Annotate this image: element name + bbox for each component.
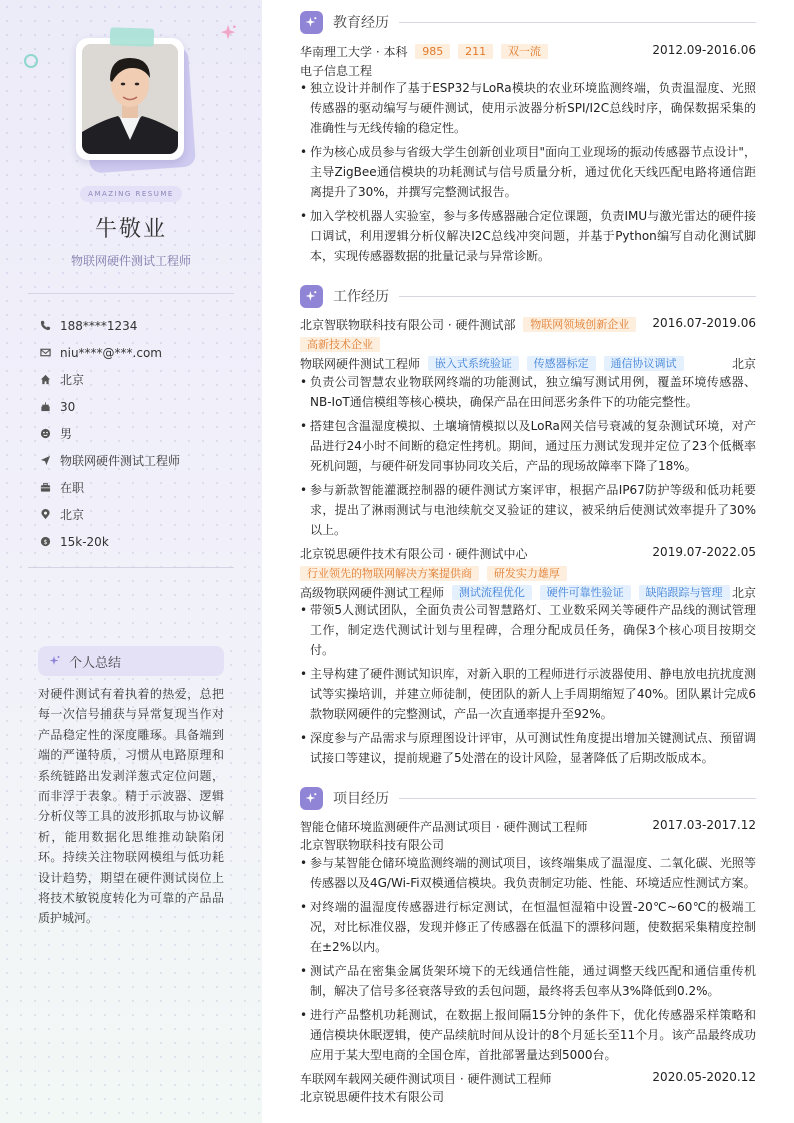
list-item: • 带领5人测试团队，全面负责公司智慧路灯、工业数采网关等硬件产品线的测试管理工作，制定迭代测试计划与里程碑，合理分配成员任务，确保3个核心项目按期交付。	[300, 600, 756, 660]
info-age-text: 30	[60, 399, 76, 414]
job-role: 物联网硬件测试工程师	[300, 357, 421, 371]
divider	[28, 293, 234, 294]
job-company: 北京锐思硬件技术有限公司 · 硬件测试中心	[300, 547, 528, 561]
info-location	[40, 501, 240, 528]
list-item: • 作为核心成员参与省级大学生创新创业项目"面向工业现场的振动传感器节点设计"，主导ZigBee通信模块的功耗测试与信号质量分析，通过优化天线匹配电路将通信距离提升了30%，并撰写完整测试报告。	[300, 142, 756, 202]
company-tag: 物联网领域创新企业	[523, 317, 636, 332]
list-item: • 进行产品整机功耗测试，在数据上报间隔15分钟的条件下，优化传感器采样策略和通信模块休眠逻辑，使产品续航时间从设计的8个月延长至11个月。该产品最终成功应用于某大型电商的全国仓库，首批部署量达到5000台。	[300, 1005, 756, 1065]
list-item: • 深度参与产品需求与原理图设计评审，从可测试性角度提出增加关键测试点、预留调试接口等建议，提前规避了5处潜在的设计风险，显著降低了后期改版成本。	[300, 728, 756, 768]
decorative-ring-icon	[24, 54, 38, 68]
job-bullets	[300, 372, 756, 540]
info-email-text: niu****@***.com	[60, 345, 162, 360]
job-company-row	[300, 545, 756, 562]
education-header	[300, 10, 756, 34]
list-item: • 参与新款智能灌溉控制器的硬件测试方案评审，根据产品IP67防护等级和低功耗要求，提出了淋雨测试与电池续航交叉验证的建议，被采纳后使测试效率提升了30%以上。	[300, 480, 756, 540]
home-icon	[40, 374, 51, 385]
company-tag: 高新技术企业	[300, 337, 380, 352]
section-icon	[300, 787, 323, 810]
section-divider	[399, 22, 756, 23]
job-date: 2019.07-2022.05	[652, 545, 756, 559]
education-bullets	[300, 78, 756, 266]
phone-icon	[40, 320, 51, 331]
contact-info	[40, 312, 240, 555]
school-tag: 985	[415, 44, 450, 59]
job-city: 北京	[731, 586, 756, 600]
info-email	[40, 339, 240, 366]
sparkle-icon	[220, 24, 238, 42]
role-tag: 嵌入式系统验证	[428, 356, 519, 371]
list-item: • 搭建包含温湿度模拟、土壤墒情模拟以及LoRa网关信号衰减的复杂测试环境，对产品进行24小时不间断的稳定性拷机。期间，通过压力测试发现并定位了23个低概率死机问题，与硬件研发同事协同攻关后，产品的现场故障率下降了18%。	[300, 416, 756, 476]
work-header	[300, 284, 756, 308]
work-title: 工作经历	[333, 289, 389, 305]
job-company-tag-row	[296, 566, 752, 581]
svg-text:$: $	[43, 537, 48, 546]
project-row	[300, 1070, 756, 1087]
list-item: • 加入学校机器人实验室，参与多传感器融合定位课题，负责IMU与激光雷达的硬件接口调试，利用逻辑分析仪解决I2C总线冲突问题，并基于Python编写自动化测试脚本，实现传感器数据的批量记录与异常诊断。	[300, 206, 756, 266]
role-tag: 缺陷跟踪与管理	[639, 585, 730, 600]
job-date: 2016.07-2019.06	[652, 316, 756, 330]
profile-photo	[82, 44, 178, 154]
summary-header	[38, 646, 224, 676]
education-school-row	[300, 43, 756, 60]
list-item: • 负责公司智慧农业物联网终端的功能测试，独立编写测试用例，覆盖环境传感器、NB-IoT通信模组等核心模块，确保产品在田间恶劣条件下的功能完整性。	[300, 372, 756, 412]
info-salary-text: 15k-20k	[60, 534, 109, 549]
divider	[28, 567, 234, 568]
projects-title: 项目经历	[333, 791, 389, 807]
role-tag: 传感器标定	[527, 356, 596, 371]
info-phone	[40, 312, 240, 339]
section-icon	[300, 285, 323, 308]
project-company: 北京锐思硬件技术有限公司	[300, 1090, 445, 1104]
info-gender-text: 男	[60, 427, 73, 441]
job-company-tag-row	[296, 337, 752, 352]
school-tag: 211	[458, 44, 493, 59]
info-age	[40, 393, 240, 420]
role-tag: 硬件可靠性验证	[540, 585, 631, 600]
project-bullets	[300, 853, 756, 1065]
person-title: 物联网硬件测试工程师	[70, 254, 191, 268]
school-name: 华南理工大学 · 本科	[300, 45, 408, 59]
sparkle-icon	[305, 290, 318, 303]
job-city: 北京	[731, 357, 756, 371]
project-row	[300, 818, 756, 835]
info-home-text: 北京	[60, 373, 85, 387]
salary-icon	[40, 536, 51, 547]
section-divider	[399, 296, 756, 297]
job-company-row	[300, 316, 756, 333]
sparkle-icon	[305, 792, 318, 805]
list-item: • 对终端的温湿度传感器进行标定测试，在恒温恒湿箱中设置-20℃~60℃的极端工况，对比标准仪器，发现并修正了传感器在低温下的漂移问题，使数据采集精度控制在±2%以内。	[300, 897, 756, 957]
project-company: 北京智联物联科技有限公司	[300, 838, 445, 852]
amazing-resume-badge: AMAZING RESUME	[80, 186, 182, 202]
info-status	[40, 474, 240, 501]
section-icon	[300, 11, 323, 34]
project-date: 2020.05-2020.12	[652, 1070, 756, 1084]
info-gender	[40, 420, 240, 447]
company-tag: 行业领先的物联网解决方案提供商	[300, 566, 479, 581]
job-bullets	[300, 600, 756, 768]
company-tag: 研发实力雄厚	[487, 566, 567, 581]
send-icon	[40, 455, 51, 466]
job-role: 高级物联网硬件测试工程师	[300, 586, 445, 600]
info-phone-text: 188****1234	[60, 318, 138, 333]
list-item: • 主导构建了硬件测试知识库，对新入职的工程师进行示波器使用、静电放电抗扰度测试等实操培训，并建立师徒制，使团队的新人上手周期缩短了40%。团队累计完成6款物联网硬件的完整测试，产品一次直通率提升至92%。	[300, 664, 756, 724]
sidebar	[0, 0, 262, 1123]
school-tag: 双一流	[501, 44, 548, 59]
photo-tape	[110, 27, 155, 47]
list-item: • 测试产品在密集金属货架环境下的无线通信性能，通过调整天线匹配和通信重传机制，解决了信号多径衰落导致的丢包问题，最终将丢包率从3%降低到0.2%。	[300, 961, 756, 1001]
role-tag: 测试流程优化	[452, 585, 532, 600]
info-position	[40, 447, 240, 474]
project-name: 智能仓储环境监测硬件产品测试项目 · 硬件测试工程师	[300, 820, 588, 834]
mail-icon	[40, 347, 51, 358]
summary-title: 个人总结	[69, 655, 122, 671]
avatar	[76, 38, 184, 160]
section-divider	[399, 798, 756, 799]
list-item: • 独立设计并制作了基于ESP32与LoRa模块的农业环境监测终端，负责温湿度、光照传感器的驱动编写与硬件测试，使用示波器分析SPI/I2C总线时序，确保数据采集的准确性与无线传输的稳定性。	[300, 78, 756, 138]
project-name: 车联网车载网关硬件测试项目 · 硬件测试工程师	[300, 1072, 552, 1086]
info-salary	[40, 528, 240, 555]
sparkle-icon	[49, 655, 61, 667]
info-position-text: 物联网硬件测试工程师	[60, 454, 181, 468]
job-role-row	[300, 584, 756, 601]
job-company: 北京智联物联科技有限公司 · 硬件测试部	[300, 318, 516, 332]
info-home	[40, 366, 240, 393]
sparkle-icon	[305, 16, 318, 29]
role-tag: 通信协议调试	[604, 356, 684, 371]
gender-icon	[40, 428, 51, 439]
job-role-row	[300, 355, 756, 372]
summary-text: 对硬件测试有着执着的热爱，总把每一次信号捕获与异常复现当作对产品稳定性的深度雕琢。具备端到端的严谨特质，习惯从电路原理和系统链路出发剥洋葱式定位问题，而非浮于表象。精于示波器、逻辑分析仪等工具的波形抓取与协议解析，能用数据化思维推动缺陷闭环。持续关注物联网模组与低功耗设计趋势，期望在硬件测试岗位上将技术敏锐度转化为可靠的产品品质护城河。	[38, 687, 224, 926]
cake-icon	[40, 401, 51, 412]
location-icon	[40, 509, 51, 520]
education-title: 教育经历	[333, 15, 389, 31]
education-date: 2012.09-2016.06	[652, 43, 756, 57]
person-name: 牛敬业	[94, 217, 167, 242]
info-location-text: 北京	[60, 508, 85, 522]
briefcase-icon	[40, 482, 51, 493]
project-date: 2017.03-2017.12	[652, 818, 756, 832]
education-major: 电子信息工程	[300, 64, 373, 78]
list-item: • 参与某智能仓储环境监测终端的测试项目，该终端集成了温湿度、二氧化碳、光照等传感器以及4G/Wi-Fi双模通信模块。我负责制定功能、性能、环境适应性测试方案。	[300, 853, 756, 893]
projects-header	[300, 786, 756, 810]
info-status-text: 在职	[60, 481, 85, 495]
